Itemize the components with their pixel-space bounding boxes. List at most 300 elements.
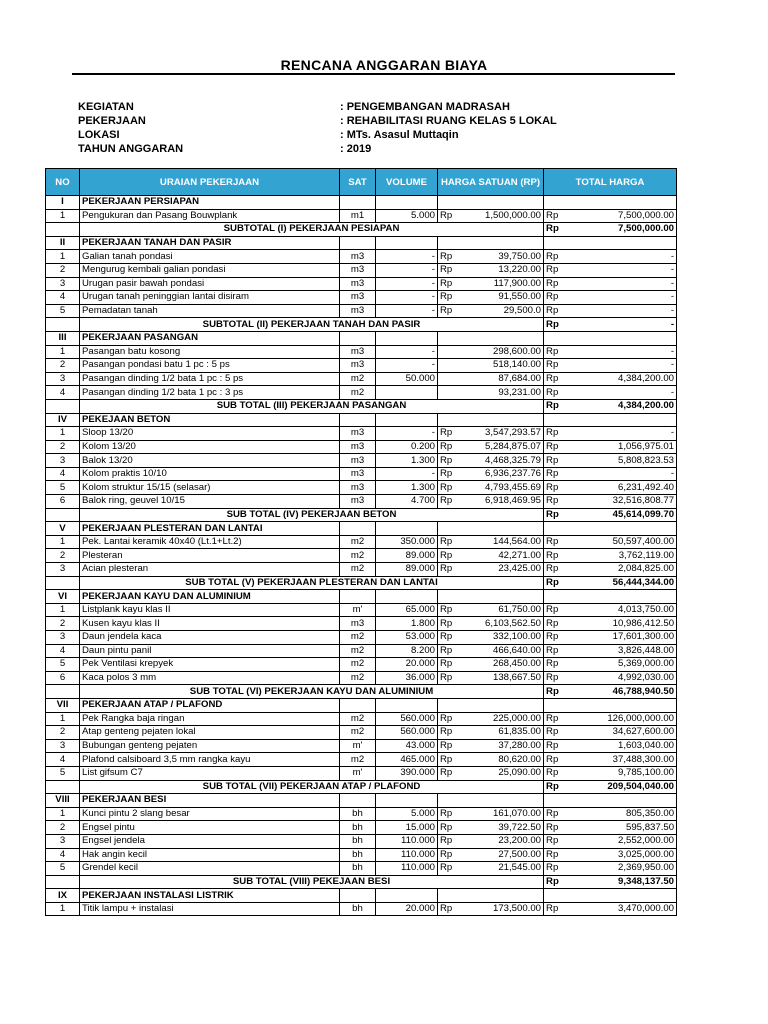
item-currency: Rp xyxy=(544,454,566,468)
cell-no xyxy=(46,399,80,413)
section-number: VIII xyxy=(46,794,80,808)
item-currency: Rp xyxy=(438,766,460,780)
cell-rp-unit xyxy=(438,522,460,536)
cell-rp-total xyxy=(544,196,566,210)
cell-rp-total xyxy=(544,590,566,604)
item-unit: m3 xyxy=(340,427,376,441)
subtotal-label: SUBTOTAL (II) PEKERJAAN TANAH DAN PASIR xyxy=(80,318,544,332)
item-number: 4 xyxy=(46,386,80,400)
item-currency: Rp xyxy=(438,848,460,862)
section-number: III xyxy=(46,331,80,345)
item-description: Hak angin kecil xyxy=(80,848,340,862)
item-description: Pemadatan tanah xyxy=(80,304,340,318)
cell-total xyxy=(566,889,677,903)
info-label: LOKASI xyxy=(78,129,120,141)
info-label: TAHUN ANGGARAN xyxy=(78,143,184,155)
item-volume: - xyxy=(376,467,438,481)
item-currency: Rp xyxy=(544,250,566,264)
cell-total xyxy=(566,413,677,427)
cell-unit-price xyxy=(460,889,544,903)
table-row xyxy=(46,807,677,821)
section-number: VI xyxy=(46,590,80,604)
item-unit-price: 39,750.00 xyxy=(460,250,544,264)
table-row xyxy=(46,726,677,740)
subtotal-label: SUB TOTAL (VIII) PEKEJAAN BESI xyxy=(80,875,544,889)
cell-no xyxy=(46,223,80,237)
table-row xyxy=(46,753,677,767)
item-unit: m3 xyxy=(340,617,376,631)
item-currency: Rp xyxy=(544,563,566,577)
item-currency xyxy=(438,359,460,373)
cell-rp-unit xyxy=(438,590,460,604)
item-unit: bh xyxy=(340,807,376,821)
cell-no xyxy=(46,318,80,332)
item-currency: Rp xyxy=(438,821,460,835)
section-number: I xyxy=(46,196,80,210)
table-row xyxy=(46,481,677,495)
item-total: - xyxy=(566,250,677,264)
item-description: Sloop 13/20 xyxy=(80,427,340,441)
item-currency: Rp xyxy=(544,739,566,753)
item-unit: m' xyxy=(340,739,376,753)
cell-sat xyxy=(340,331,376,345)
item-currency xyxy=(438,345,460,359)
item-currency: Rp xyxy=(544,440,566,454)
table-row xyxy=(46,862,677,876)
item-number: 6 xyxy=(46,671,80,685)
item-currency: Rp xyxy=(438,304,460,318)
item-total: - xyxy=(566,291,677,305)
item-unit-price: 6,936,237.76 xyxy=(460,467,544,481)
cell-rp-total xyxy=(544,794,566,808)
item-unit: bh xyxy=(340,848,376,862)
item-total: 3,762,119.00 xyxy=(566,549,677,563)
item-volume: 465.000 xyxy=(376,753,438,767)
item-unit: m3 xyxy=(340,481,376,495)
subtotal-label: SUB TOTAL (III) PEKERJAAN PASANGAN xyxy=(80,399,544,413)
item-total: 805,350.00 xyxy=(566,807,677,821)
section-title: PEKERJAAN PASANGAN xyxy=(80,331,340,345)
item-number: 4 xyxy=(46,644,80,658)
item-number: 2 xyxy=(46,440,80,454)
subtotal-row xyxy=(46,685,677,699)
info-label: PEKERJAAN xyxy=(78,115,146,127)
item-number: 6 xyxy=(46,495,80,509)
item-unit-price: 80,620.00 xyxy=(460,753,544,767)
table-row xyxy=(46,263,677,277)
item-total: - xyxy=(566,386,677,400)
section-title: PEKERJAAN TANAH DAN PASIR xyxy=(80,236,340,250)
subtotal-currency: Rp xyxy=(544,318,566,332)
item-total: - xyxy=(566,263,677,277)
table-row xyxy=(46,834,677,848)
cell-sat xyxy=(340,236,376,250)
item-description: Plesteran xyxy=(80,549,340,563)
header-harga-satuan: HARGA SATUAN (RP) xyxy=(438,169,544,196)
item-volume: 560.000 xyxy=(376,726,438,740)
item-unit-price: 3,547,293.57 xyxy=(460,427,544,441)
cell-volume xyxy=(376,413,438,427)
item-currency: Rp xyxy=(544,807,566,821)
item-unit: m2 xyxy=(340,671,376,685)
item-unit: m3 xyxy=(340,277,376,291)
table-row xyxy=(46,658,677,672)
table-row xyxy=(46,902,677,916)
subtotal-label: SUB TOTAL (V) PEKERJAAN PLESTERAN DAN LANTAI xyxy=(80,576,544,590)
item-total: 3,025,000.00 xyxy=(566,848,677,862)
item-currency: Rp xyxy=(438,862,460,876)
section-title: PEKERJAAN INSTALASI LISTRIK xyxy=(80,889,340,903)
item-number: 2 xyxy=(46,726,80,740)
subtotal-amount: - xyxy=(566,318,677,332)
item-unit: m3 xyxy=(340,304,376,318)
item-total: 6,231,492.40 xyxy=(566,481,677,495)
item-currency: Rp xyxy=(544,726,566,740)
item-unit-price: 93,231.00 xyxy=(460,386,544,400)
item-volume: 43.000 xyxy=(376,739,438,753)
item-number: 5 xyxy=(46,481,80,495)
subtotal-amount: 4,384,200.00 xyxy=(566,399,677,413)
section-number: IV xyxy=(46,413,80,427)
item-unit: m3 xyxy=(340,467,376,481)
item-currency: Rp xyxy=(544,766,566,780)
item-number: 2 xyxy=(46,359,80,373)
item-unit: m' xyxy=(340,603,376,617)
item-volume: 89.000 xyxy=(376,563,438,577)
item-unit-price: 13,220.00 xyxy=(460,263,544,277)
section-title: PEKERJAAN ATAP / PLAFOND xyxy=(80,698,340,712)
item-unit: m2 xyxy=(340,372,376,386)
item-total: - xyxy=(566,304,677,318)
cell-total xyxy=(566,236,677,250)
cell-no xyxy=(46,875,80,889)
item-volume: 20.000 xyxy=(376,658,438,672)
item-number: 1 xyxy=(46,427,80,441)
item-currency: Rp xyxy=(544,848,566,862)
item-currency: Rp xyxy=(438,250,460,264)
cell-rp-total xyxy=(544,236,566,250)
item-description: Pek Rangka baja ringan xyxy=(80,712,340,726)
item-currency: Rp xyxy=(438,753,460,767)
item-description: List gifsum C7 xyxy=(80,766,340,780)
item-unit-price: 61,835.00 xyxy=(460,726,544,740)
header-sat: SAT xyxy=(340,169,376,196)
cell-volume xyxy=(376,196,438,210)
table-row xyxy=(46,631,677,645)
section-number: V xyxy=(46,522,80,536)
item-number: 1 xyxy=(46,250,80,264)
item-volume: - xyxy=(376,277,438,291)
section-title: PEKERJAAN BESI xyxy=(80,794,340,808)
item-unit: bh xyxy=(340,834,376,848)
item-description: Balok ring, geuvel 10/15 xyxy=(80,495,340,509)
item-description: Kolom praktis 10/10 xyxy=(80,467,340,481)
subtotal-amount: 56,444,344.00 xyxy=(566,576,677,590)
info-row-pekerjaan xyxy=(78,114,678,128)
item-currency: Rp xyxy=(438,902,460,916)
item-currency: Rp xyxy=(438,726,460,740)
section-row xyxy=(46,236,677,250)
cell-volume xyxy=(376,522,438,536)
item-total: 3,826,448.00 xyxy=(566,644,677,658)
cell-volume xyxy=(376,698,438,712)
item-description: Kusen kayu klas II xyxy=(80,617,340,631)
item-unit-price: 5,284,875.07 xyxy=(460,440,544,454)
item-unit: bh xyxy=(340,862,376,876)
item-unit-price: 161,070.00 xyxy=(460,807,544,821)
item-currency xyxy=(438,372,460,386)
header-total-harga: TOTAL HARGA xyxy=(544,169,677,196)
item-unit: bh xyxy=(340,821,376,835)
section-row xyxy=(46,196,677,210)
item-unit: bh xyxy=(340,902,376,916)
cell-no xyxy=(46,508,80,522)
item-volume: 560.000 xyxy=(376,712,438,726)
item-total: 4,384,200.00 xyxy=(566,372,677,386)
cell-rp-unit xyxy=(438,698,460,712)
item-total: 4,992,030.00 xyxy=(566,671,677,685)
item-unit: m3 xyxy=(340,345,376,359)
section-row xyxy=(46,698,677,712)
item-currency: Rp xyxy=(544,467,566,481)
cell-sat xyxy=(340,196,376,210)
cell-unit-price xyxy=(460,331,544,345)
item-currency: Rp xyxy=(544,603,566,617)
cell-total xyxy=(566,331,677,345)
item-number: 5 xyxy=(46,766,80,780)
item-number: 4 xyxy=(46,467,80,481)
info-row-tahun xyxy=(78,142,678,156)
item-volume: 1.300 xyxy=(376,481,438,495)
section-title: PEKEJAAN BETON xyxy=(80,413,340,427)
info-value: : MTs. Asasul Muttaqin xyxy=(340,129,459,141)
item-number: 1 xyxy=(46,535,80,549)
document-title: RENCANA ANGGARAN BIAYA xyxy=(280,57,488,73)
item-total: - xyxy=(566,467,677,481)
item-unit: m2 xyxy=(340,549,376,563)
cell-volume xyxy=(376,590,438,604)
cell-no xyxy=(46,685,80,699)
item-unit: m3 xyxy=(340,263,376,277)
table-row xyxy=(46,209,677,223)
project-info xyxy=(78,100,678,156)
item-number: 3 xyxy=(46,739,80,753)
cell-total xyxy=(566,522,677,536)
cell-sat xyxy=(340,794,376,808)
section-title: PEKERJAAN PERSIAPAN xyxy=(80,196,340,210)
item-unit-price: 23,200.00 xyxy=(460,834,544,848)
item-description: Urugan pasir bawah pondasi xyxy=(80,277,340,291)
item-description: Kunci pintu 2 slang besar xyxy=(80,807,340,821)
item-volume: 1.300 xyxy=(376,454,438,468)
item-currency: Rp xyxy=(544,902,566,916)
item-currency: Rp xyxy=(438,454,460,468)
item-number: 2 xyxy=(46,549,80,563)
item-unit-price: 4,468,325.79 xyxy=(460,454,544,468)
item-unit-price: 21,545.00 xyxy=(460,862,544,876)
cell-rp-total xyxy=(544,413,566,427)
item-description: Urugan tanah peninggian lantai disiram xyxy=(80,291,340,305)
item-description: Grendel kecil xyxy=(80,862,340,876)
item-volume: 20.000 xyxy=(376,902,438,916)
cell-sat xyxy=(340,889,376,903)
item-description: Acian plesteran xyxy=(80,563,340,577)
subtotal-label: SUB TOTAL (VI) PEKERJAAN KAYU DAN ALUMINIUM xyxy=(80,685,544,699)
item-description: Kolom 13/20 xyxy=(80,440,340,454)
item-currency: Rp xyxy=(438,644,460,658)
item-currency: Rp xyxy=(544,481,566,495)
item-currency: Rp xyxy=(438,658,460,672)
item-volume: - xyxy=(376,359,438,373)
item-currency: Rp xyxy=(438,209,460,223)
subtotal-label: SUB TOTAL (IV) PEKERJAAN BETON xyxy=(80,508,544,522)
item-unit: m2 xyxy=(340,644,376,658)
item-currency: Rp xyxy=(438,603,460,617)
item-unit-price: 91,550.00 xyxy=(460,291,544,305)
item-volume: 0.200 xyxy=(376,440,438,454)
table-row xyxy=(46,549,677,563)
item-description: Pek. Lantai keramik 40x40 (Lt.1+Lt.2) xyxy=(80,535,340,549)
item-description: Kolom struktur 15/15 (selasar) xyxy=(80,481,340,495)
subtotal-amount: 46,788,940.50 xyxy=(566,685,677,699)
table-row xyxy=(46,535,677,549)
subtotal-row xyxy=(46,223,677,237)
section-title: PEKERJAAN PLESTERAN DAN LANTAI xyxy=(80,522,340,536)
info-value: : REHABILITASI RUANG KELAS 5 LOKAL xyxy=(340,115,557,127)
section-row xyxy=(46,331,677,345)
item-volume: 53.000 xyxy=(376,631,438,645)
item-number: 2 xyxy=(46,263,80,277)
item-currency: Rp xyxy=(438,495,460,509)
item-unit-price: 29,500.0 xyxy=(460,304,544,318)
item-description: Balok 13/20 xyxy=(80,454,340,468)
item-unit-price: 23,425.00 xyxy=(460,563,544,577)
item-number: 1 xyxy=(46,807,80,821)
item-description: Plafond calsiboard 3,5 mm rangka kayu xyxy=(80,753,340,767)
item-currency: Rp xyxy=(544,671,566,685)
cell-total xyxy=(566,590,677,604)
item-currency: Rp xyxy=(438,807,460,821)
item-description: Titik lampu + instalasi xyxy=(80,902,340,916)
cell-volume xyxy=(376,331,438,345)
item-total: - xyxy=(566,359,677,373)
cell-sat xyxy=(340,522,376,536)
item-unit-price: 87,684.00 xyxy=(460,372,544,386)
item-description: Engsel jendela xyxy=(80,834,340,848)
table-row xyxy=(46,821,677,835)
item-unit: m3 xyxy=(340,454,376,468)
item-currency: Rp xyxy=(544,386,566,400)
item-currency: Rp xyxy=(438,834,460,848)
item-currency: Rp xyxy=(544,658,566,672)
item-number: 5 xyxy=(46,304,80,318)
item-currency: Rp xyxy=(544,535,566,549)
cell-unit-price xyxy=(460,196,544,210)
section-number: IX xyxy=(46,889,80,903)
item-unit-price: 4,793,455.69 xyxy=(460,481,544,495)
item-number: 5 xyxy=(46,658,80,672)
item-volume: 110.000 xyxy=(376,834,438,848)
item-number: 4 xyxy=(46,848,80,862)
item-currency: Rp xyxy=(544,821,566,835)
item-unit: m3 xyxy=(340,440,376,454)
item-unit-price: 332,100.00 xyxy=(460,631,544,645)
table-row xyxy=(46,671,677,685)
subtotal-currency: Rp xyxy=(544,685,566,699)
table-row xyxy=(46,563,677,577)
item-currency: Rp xyxy=(438,631,460,645)
table-row xyxy=(46,467,677,481)
item-currency: Rp xyxy=(438,427,460,441)
subtotal-row xyxy=(46,399,677,413)
item-currency: Rp xyxy=(438,739,460,753)
item-number: 3 xyxy=(46,631,80,645)
cell-no xyxy=(46,576,80,590)
item-currency: Rp xyxy=(438,467,460,481)
item-currency: Rp xyxy=(438,535,460,549)
item-unit-price: 117,900.00 xyxy=(460,277,544,291)
cell-rp-total xyxy=(544,522,566,536)
item-unit: m' xyxy=(340,766,376,780)
item-volume: 5.000 xyxy=(376,807,438,821)
item-number: 2 xyxy=(46,821,80,835)
cell-unit-price xyxy=(460,698,544,712)
item-unit-price: 61,750.00 xyxy=(460,603,544,617)
item-total: 50,597,400.00 xyxy=(566,535,677,549)
item-volume: 50.000 xyxy=(376,372,438,386)
table-row xyxy=(46,359,677,373)
subtotal-currency: Rp xyxy=(544,875,566,889)
item-volume: 4.700 xyxy=(376,495,438,509)
item-total: 32,516,808.77 xyxy=(566,495,677,509)
item-currency: Rp xyxy=(438,671,460,685)
cell-volume xyxy=(376,794,438,808)
item-currency: Rp xyxy=(544,631,566,645)
cell-rp-unit xyxy=(438,196,460,210)
table-row xyxy=(46,345,677,359)
cell-sat xyxy=(340,413,376,427)
item-unit-price: 173,500.00 xyxy=(460,902,544,916)
item-unit: m3 xyxy=(340,291,376,305)
item-total: 126,000,000.00 xyxy=(566,712,677,726)
table-row xyxy=(46,304,677,318)
item-number: 3 xyxy=(46,454,80,468)
table-row xyxy=(46,848,677,862)
item-volume: 65.000 xyxy=(376,603,438,617)
subtotal-amount: 45,614,099.70 xyxy=(566,508,677,522)
item-total: 2,369,950.00 xyxy=(566,862,677,876)
item-unit-price: 466,640.00 xyxy=(460,644,544,658)
subtotal-currency: Rp xyxy=(544,576,566,590)
item-currency: Rp xyxy=(438,563,460,577)
cell-volume xyxy=(376,236,438,250)
item-unit-price: 25,090.00 xyxy=(460,766,544,780)
item-unit: m2 xyxy=(340,563,376,577)
item-unit: m2 xyxy=(340,631,376,645)
item-description: Mengurug kembali galian pondasi xyxy=(80,263,340,277)
subtotal-amount: 9,348,137.50 xyxy=(566,875,677,889)
item-volume: - xyxy=(376,427,438,441)
item-number: 4 xyxy=(46,753,80,767)
table-row xyxy=(46,440,677,454)
section-number: VII xyxy=(46,698,80,712)
item-unit: m2 xyxy=(340,386,376,400)
item-description: Daun jendela kaca xyxy=(80,631,340,645)
item-total: 7,500,000.00 xyxy=(566,209,677,223)
cell-total xyxy=(566,196,677,210)
item-unit-price: 39,722.50 xyxy=(460,821,544,835)
info-value: : PENGEMBANGAN MADRASAH xyxy=(340,101,510,113)
